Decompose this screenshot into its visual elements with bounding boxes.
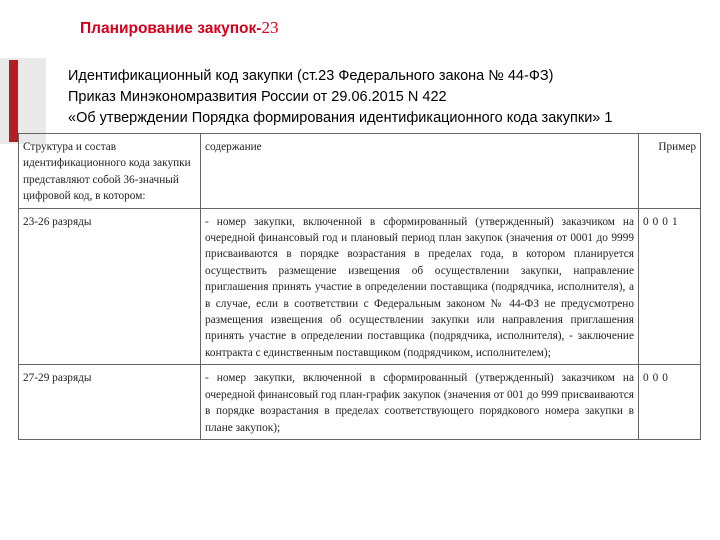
slide-title	[80, 18, 278, 38]
row-content: - номер закупки, включенной в сформированный (утвержденный) заказчиком на очередной финансовый год и плановый период план закупок (значения от 0001 до 9999 присваиваются в порядке возрастания в пределах года, в котором планируется осуществить размещение извещения об осуществлении закупки, направление приглашения принять участие в определении поставщика (подрядчика, исполнителя), а в случае, если в соответствии с Федеральным законом № 44-ФЗ не предусмотрено размещения извещения об осуществлении закупки или направления приглашения принять участие в определении поставщика (подрядчика, исполнителя), - заключение контракта с единственным поставщиком (подрядчиком, исполнителем);	[201, 208, 639, 365]
document-heading	[68, 66, 708, 129]
header-structure: Структура и состав идентификационного кода закупки представляют собой 36-значный цифровой код, в котором:	[19, 134, 201, 209]
heading-line-order-title: «Об утверждении Порядка формирования идентификационного кода закупки» 1	[68, 110, 613, 126]
heading-line-law: Идентификационный код закупки (ст.23 Федерального закона № 44-ФЗ)	[68, 68, 554, 84]
table-row	[19, 365, 701, 440]
slide-title-text: Планирование закупок-	[80, 20, 262, 37]
heading-line-order: Приказ Минэкономразвития России от 29.06.2015 N 422	[68, 89, 447, 105]
row-digits: 27-29 разряды	[19, 365, 201, 440]
code-structure-table	[18, 133, 701, 440]
header-example: Пример	[639, 134, 701, 209]
slide-number: 23	[261, 18, 279, 37]
decorative-side-bar	[0, 58, 46, 144]
table-row	[19, 208, 701, 365]
row-example: 0001	[639, 208, 701, 365]
row-digits: 23-26 разряды	[19, 208, 201, 365]
table-header-row	[19, 134, 701, 209]
row-content: - номер закупки, включенной в сформированный (утвержденный) заказчиком на очередной финансовый год план-график закупок (значения от 001 до 999 присваиваются в порядке возрастания в пределах соответствующего порядкового номера закупки в плане закупок);	[201, 365, 639, 440]
header-content: содержание	[201, 134, 639, 209]
row-example: 000	[639, 365, 701, 440]
decorative-red-stripe	[9, 60, 18, 142]
